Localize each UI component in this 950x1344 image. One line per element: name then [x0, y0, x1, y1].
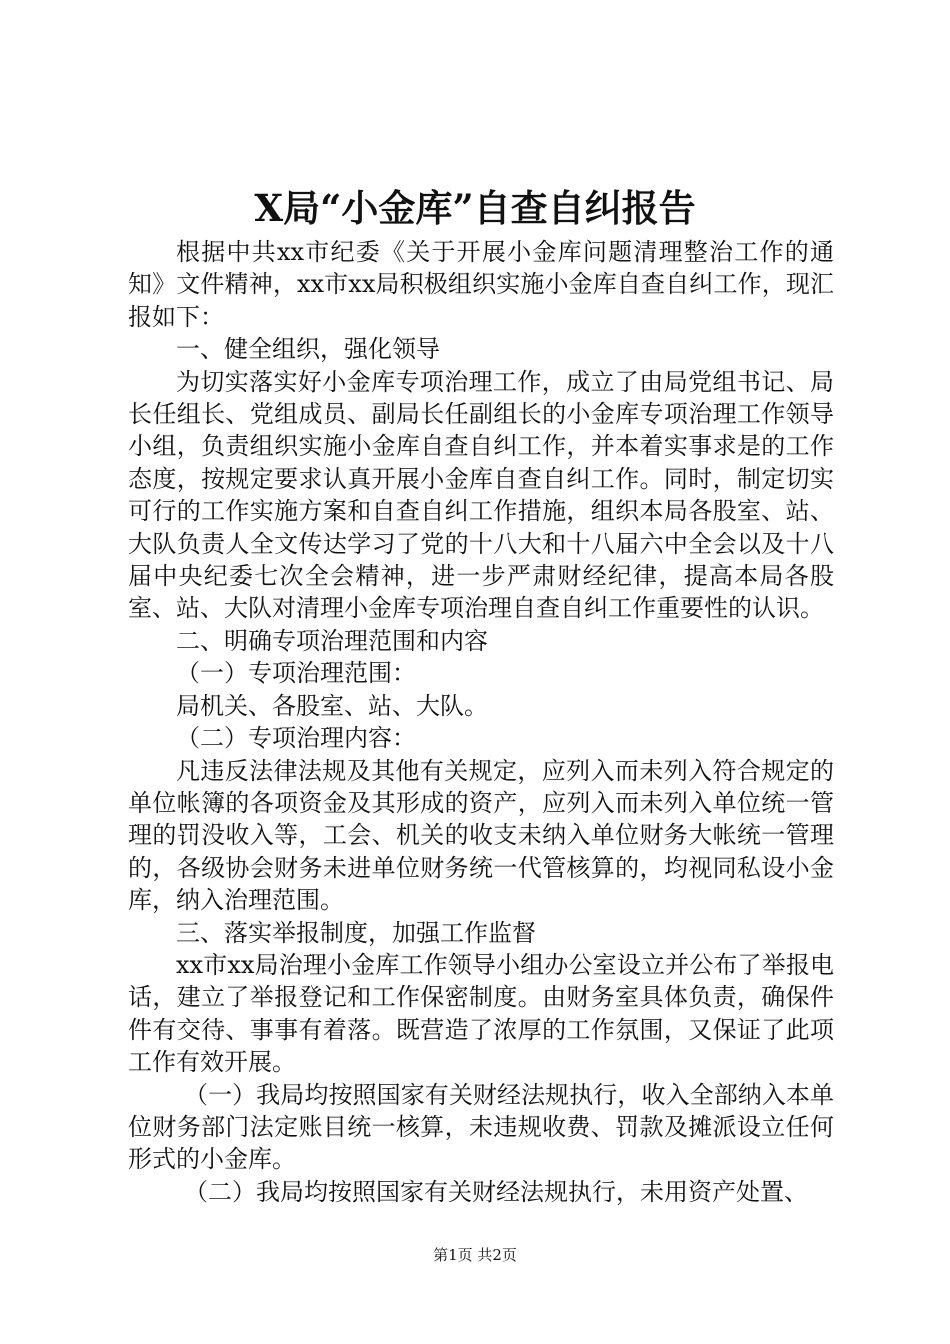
finding-1-paragraph: （一）我局均按照国家有关财经法规执行，收入全部纳入本单位财务部门法定账目统一核算，未违规收费、罚款及摊派设立任何形式的小金库。: [128, 1080, 834, 1174]
subsection-heading-content: （二）专项治理内容：: [176, 724, 416, 753]
document-title: X局“小金库”自查自纠报告: [254, 186, 696, 230]
section-1-paragraph: 为切实落实好小金库专项治理工作，成立了由局党组书记、局长任组长、党组成员、副局长任副组长的小金库专项治理工作领导小组，负责组织实施小金库自查自纠工作，并本着实事求是的工作态度，按规定要求认真开展小金库自查自纠工作。同时，制定切实可行的工作实施方案和自查自纠工作措施，组织本局各股室、站、大队负责人全文传达学习了党的十八大和十八届六中全会以及十八届中央纪委七次全会精神，进一步严肃财经纪律，提高本局各股室、站、大队对清理小金库专项治理自查自纠工作重要性的认识。: [128, 367, 834, 623]
subsection-heading-scope: （一）专项治理范围：: [176, 659, 416, 688]
section-3-paragraph: xx市xx局治理小金库工作领导小组办公室设立并公布了举报电话，建立了举报登记和工作保密制度。由财务室具体负责，确保件件有交待、事事有着落。既营造了浓厚的工作氛围，又保证了此项工作有效开展。: [128, 950, 834, 1077]
scope-paragraph: 局机关、各股室、站、大队。: [176, 691, 488, 720]
page-number-footer: 第1页 共2页: [433, 1246, 517, 1264]
content-paragraph: 凡违反法律法规及其他有关规定，应列入而未列入符合规定的单位帐簿的各项资金及其形成的资产，应列入而未列入单位统一管理的罚没收入等，工会、机关的收支未纳入单位财务大帐统一管理的，各级协会财务未进单位财务统一代管核算的，均视同私设小金库，纳入治理范围。: [128, 756, 834, 915]
document-body: [128, 236, 834, 1208]
section-heading-3: 三、落实举报制度，加强工作监督: [176, 918, 536, 947]
section-heading-2: 二、明确专项治理范围和内容: [176, 626, 488, 655]
finding-2-paragraph: （二）我局均按照国家有关财经法规执行，未用资产处置、: [184, 1177, 808, 1206]
section-heading-1: 一、健全组织，强化领导: [176, 335, 440, 364]
intro-paragraph: 根据中共xx市纪委《关于开展小金库问题清理整治工作的通知》文件精神，xx市xx局积极组织实施小金库自查自纠工作，现汇报如下：: [128, 238, 834, 331]
